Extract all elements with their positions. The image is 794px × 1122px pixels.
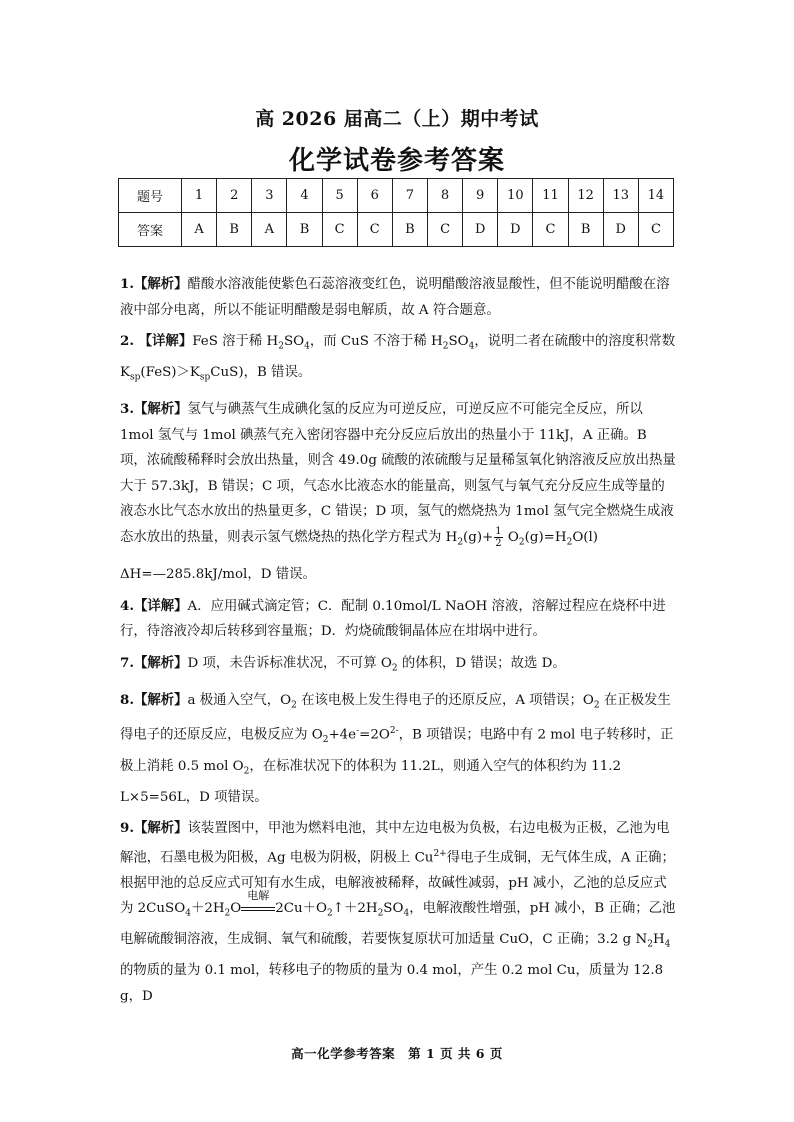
- answer-cell: C: [638, 213, 673, 247]
- answer-cell: B: [392, 213, 427, 247]
- q2-text: CuS)，B 错误。: [210, 365, 312, 381]
- explanation-q2: [120, 329, 676, 391]
- question-number-cell: 1: [182, 179, 217, 213]
- subscript: 4: [664, 939, 671, 950]
- subscript: sp: [130, 372, 141, 383]
- answer-table: [118, 178, 674, 247]
- q7-text: 的体积，D 错误；故选 D。: [397, 655, 566, 671]
- q9-text: 的物质的量为 0.1 mol，转移电子的物质的量为 0.4 mol，产生 0.2 mol Cu，质量为 12.8 g，D: [120, 963, 664, 1004]
- superscript: -: [356, 725, 360, 736]
- row-label-number: 题号: [119, 179, 182, 213]
- q3-text: O: [503, 529, 519, 545]
- question-number-cell: 12: [568, 179, 603, 213]
- subscript: 2: [327, 908, 333, 919]
- explanation-q3: [120, 397, 676, 556]
- q3-text: O(l): [572, 529, 599, 545]
- q8-tag: 8.【解析】: [120, 691, 188, 708]
- q2-text: FeS 溶于稀 H: [192, 334, 279, 349]
- subscript: 2: [457, 537, 464, 548]
- superscript: 2-: [389, 725, 399, 736]
- document-title: 化学试卷参考答案: [288, 146, 505, 176]
- superscript: 2+: [433, 848, 447, 859]
- question-number-cell: 8: [427, 179, 462, 213]
- q2-tag: 2. 【详解】: [120, 333, 193, 349]
- q8-text: 在该电极上发生得电子的还原反应，A 项错误；O: [296, 692, 594, 708]
- q7-tag: 7.【解析】: [120, 654, 188, 671]
- answer-cell: C: [357, 213, 392, 247]
- q9-text: ，电解液酸性增强，pH 减小，B 正确；乙池电解硫酸铜溶液，生成铜、氧气和硫酸，若要恢复原状可加适量 CuO，C 正确；3.2 g N: [120, 901, 676, 948]
- question-number-cell: 3: [252, 179, 287, 213]
- subscript: 2: [278, 341, 284, 352]
- q9-text: 2Cu＋O: [275, 901, 328, 917]
- q2-text: SO: [448, 334, 469, 349]
- subscript: 2: [593, 700, 600, 711]
- answer-cell: D: [463, 213, 498, 247]
- answer-cell: B: [287, 213, 322, 247]
- subscript: 2: [291, 700, 297, 711]
- row-label-answer: 答案: [119, 213, 182, 247]
- answer-cell: B: [568, 213, 603, 247]
- answer-row: [119, 213, 674, 247]
- question-number-cell: 6: [357, 179, 392, 213]
- question-number-cell: 9: [463, 179, 498, 213]
- q1-tag: 1.【解析】: [120, 276, 188, 292]
- q8-text: ，B 项错误；电路中有 2 mol 电子转移时，正极上消耗 0.5 mol O: [120, 727, 674, 774]
- q9-text: SO: [383, 901, 404, 917]
- explanations: [120, 272, 676, 1015]
- fraction-one-half: [494, 526, 502, 549]
- q8-text: a 极通入空气，O: [187, 692, 292, 708]
- answer-cell: A: [182, 213, 217, 247]
- fraction-numerator: 1: [495, 525, 502, 537]
- question-number-cell: 11: [533, 179, 568, 213]
- exam-title: 高 2026 届高二（上）期中考试: [255, 108, 539, 130]
- subscript: 2: [518, 537, 525, 548]
- q8-text: =2O: [359, 727, 390, 743]
- electrolysis-condition-label: 电解: [247, 889, 270, 903]
- q9-text: 该装置图中，甲池为燃料电池，其中左边电极为负极，右边电极为正极，乙池为电解池，石墨电极为阳极，Ag 电极为阴极，阴极上 Cu: [120, 821, 670, 866]
- q4-text: A．应用碱式滴定管；C．配制 0.10mol/L NaOH 溶液，溶解过程应在烧杯中进行，待溶液冷却后转移到容量瓶；D．灼烧硫酸铜晶体应在坩埚中进行。: [120, 598, 666, 640]
- subscript: 4: [468, 341, 475, 352]
- q2-text: SO: [283, 334, 305, 349]
- q4-tag: 4.【详解】: [120, 597, 188, 614]
- q9-text: 得电子生成铜，无气体生成，A 正确；根据甲池的总反应式可知有水生成，电解液被稀释，故碱性减弱，pH 减小，乙池的总反应式为 2CuSO: [120, 850, 675, 917]
- q2-text: (FeS)＞K: [140, 365, 200, 381]
- q3-tag: 3.【解析】: [120, 401, 188, 418]
- answer-cell: D: [498, 213, 533, 247]
- question-number-cell: 14: [638, 179, 673, 213]
- q8-text: 在正极发生得电子的还原反应，电极反应为 O: [120, 692, 671, 743]
- answer-cell: D: [603, 213, 638, 247]
- explanation-q9: [120, 816, 676, 1009]
- answer-cell: A: [252, 213, 287, 247]
- answer-cell: C: [322, 213, 357, 247]
- subscript: 4: [304, 341, 310, 352]
- subscript: 2: [243, 766, 250, 777]
- explanation-q8: [120, 688, 676, 810]
- subscript: 2: [377, 908, 384, 919]
- page-footer: 高一化学参考答案 第 1 页 共 6 页: [291, 1046, 503, 1061]
- answer-cell: C: [533, 213, 568, 247]
- fraction-denominator: 2: [495, 537, 502, 549]
- q3-text: (g)+: [463, 529, 494, 545]
- subscript: 4: [403, 908, 410, 919]
- question-number-cell: 4: [287, 179, 322, 213]
- q9-text: ↑＋2H: [332, 901, 378, 917]
- q3-text: (g)=H: [524, 529, 567, 545]
- subscript: 2: [391, 663, 398, 674]
- q9-text: O: [230, 901, 242, 917]
- subscript: 2: [566, 537, 573, 548]
- q9-text: H: [652, 932, 665, 948]
- explanation-q1: [120, 272, 676, 323]
- question-number-cell: 5: [322, 179, 357, 213]
- q7-text: D 项，未告诉标准状况，不可算 O: [187, 655, 392, 671]
- subscript: sp: [199, 372, 211, 383]
- q2-text: ，而 CuS 不溶于稀 H: [309, 334, 443, 349]
- q8-text: +4e: [328, 727, 357, 743]
- subscript: 4: [185, 908, 191, 919]
- question-number-cell: 2: [217, 179, 252, 213]
- explanation-q7: [120, 651, 676, 682]
- explanation-q3-enthalpy: ΔH=—285.8kJ/mol，D 错误。: [120, 567, 316, 583]
- q9-text: ＋2H: [190, 901, 225, 917]
- question-number-cell: 7: [392, 179, 427, 213]
- subscript: 2: [322, 735, 329, 745]
- q8-text: ，在标准状况下的体积为 11.2L，则通入空气的体积约为 11.2 L×5=56L，D 项错误。: [120, 758, 622, 805]
- question-number-cell: 13: [603, 179, 638, 213]
- q3-text: 氢气与碘蒸气生成碘化氢的反应为可逆反应，可逆反应不可能完全反应，所以 1mol 氢气与 1mol 碘蒸气充入密闭容器中充分反应后放出的热量小于 11kJ，A 正确。B 项，浓硫酸稀释时会放出热量，则含 49.0g 硫酸的浓硫酸与足量稀氢氧化钠溶液反应放出热量大于 57.3kJ，B 错误；C 项，气态水比液态水的能量高，则氢气与氧气充分反应生成等量的液态水比气态水放出的热量更多，C 错误；D 项，氢气的燃烧热为 1mol 氢气完全燃烧生成液态水放出的热量，则表示氢气燃烧热的热化学方程式为 H: [120, 402, 676, 545]
- subscript: 2: [442, 341, 449, 352]
- question-number-row: [119, 179, 674, 213]
- reaction-condition-arrow: [241, 889, 275, 922]
- subscript: 2: [224, 908, 231, 919]
- answer-cell: B: [217, 213, 252, 247]
- q2-text: ，说明二者在硫酸中的溶度积常数 K: [120, 334, 676, 381]
- subscript: 2: [647, 939, 653, 950]
- answer-cell: C: [427, 213, 462, 247]
- explanation-q4: [120, 594, 676, 645]
- q1-text: 醋酸水溶液能使紫色石蕊溶液变红色，说明醋酸溶液显酸性，但不能说明醋酸在溶液中部分电离，所以不能证明醋酸是弱电解质，故 A 符合题意。: [120, 277, 670, 318]
- question-number-cell: 10: [498, 179, 533, 213]
- q9-tag: 9.【解析】: [120, 820, 188, 837]
